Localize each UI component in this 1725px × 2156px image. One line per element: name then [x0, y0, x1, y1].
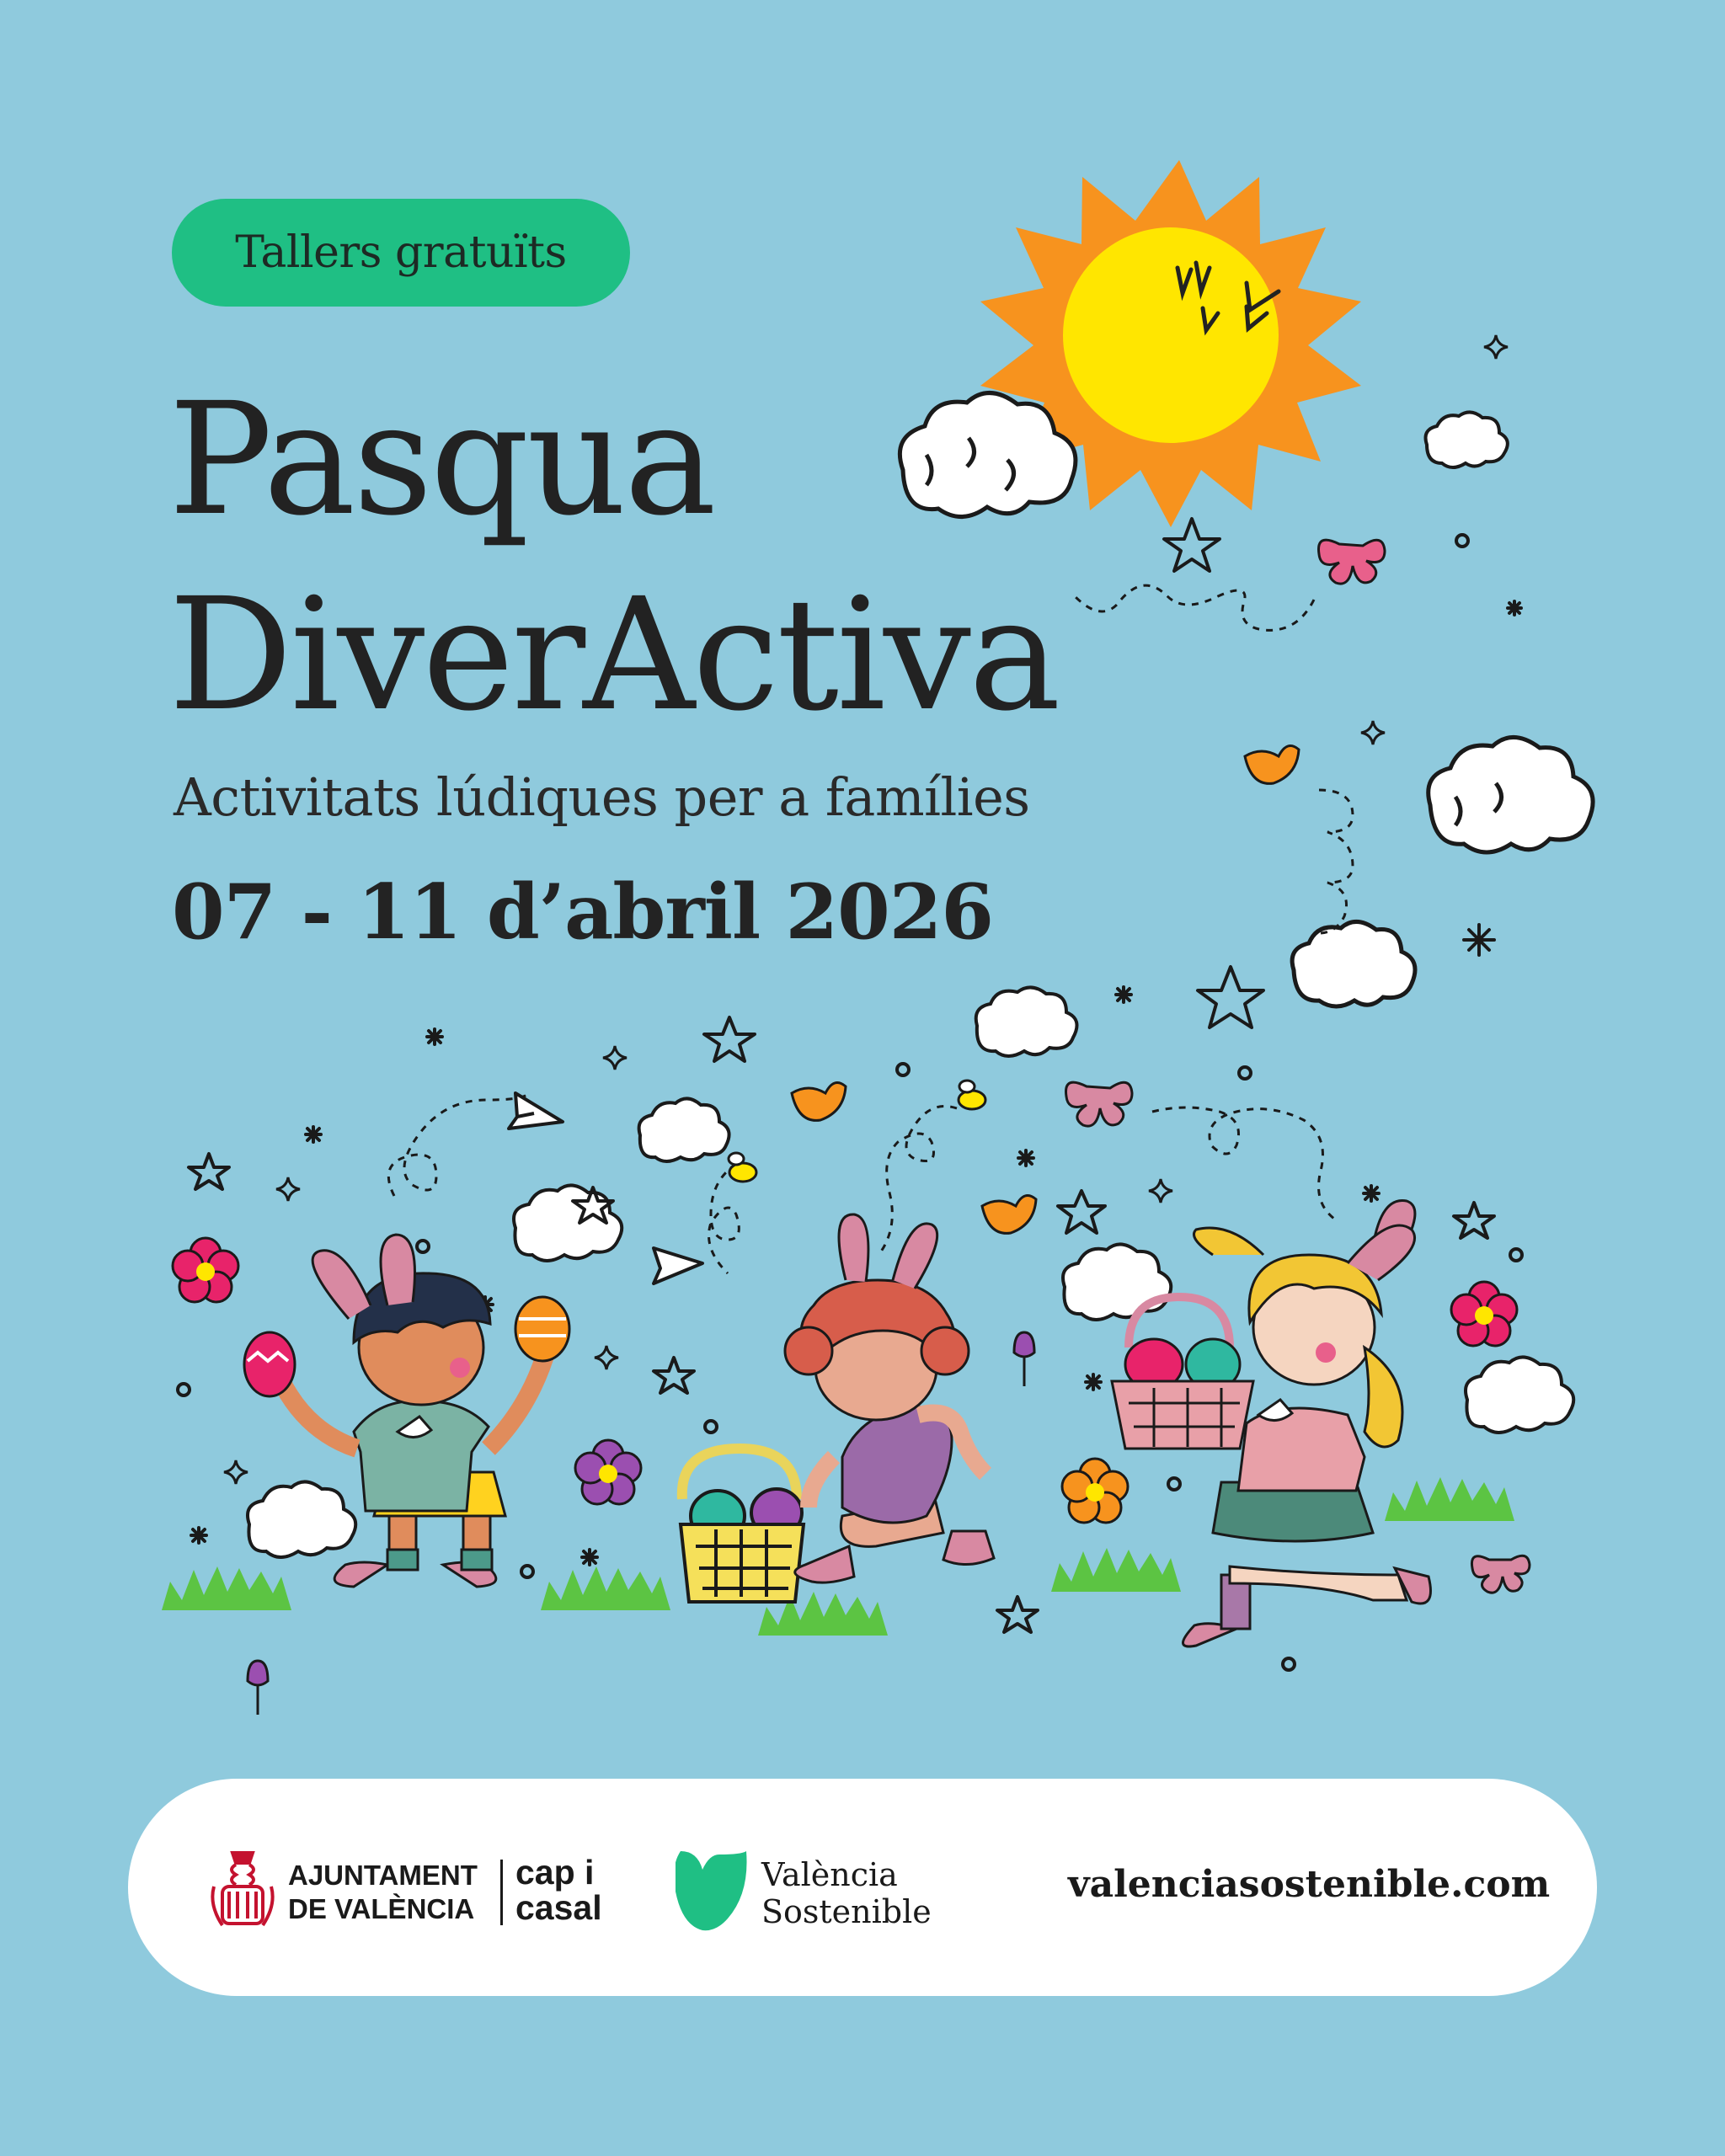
ajuntament-line-1: AJUNTAMENT: [288, 1860, 478, 1891]
cap-i-casal-line-1: cap i: [515, 1853, 595, 1892]
cloud-icon: [1063, 1244, 1171, 1320]
cloud-icon: [1292, 921, 1415, 1006]
cloud-icon: [1429, 737, 1593, 852]
website-link[interactable]: valenciasostenible.com: [1068, 1863, 1551, 1906]
city-shield-icon: [207, 1849, 278, 1934]
bee-icon: [729, 1081, 985, 1182]
cloud-icon: [1466, 1357, 1573, 1433]
cap-i-casal-line-2: casal: [515, 1888, 602, 1927]
subtitle: Activitats lúdiques per a famílies: [174, 766, 1030, 828]
badge-label: Tallers gratuïts: [235, 227, 567, 278]
footer-bar: [128, 1779, 1597, 1996]
logo-divider: [500, 1860, 503, 1925]
cloud-icon: [248, 1481, 355, 1557]
title-line-1: Pasqua: [168, 370, 714, 550]
valencia-sostenible-line-1: València: [761, 1856, 898, 1893]
child-girl-illustration: [785, 1214, 994, 1582]
cloud-icon: [976, 987, 1077, 1056]
valencia-sostenible-line-2: Sostenible: [761, 1893, 932, 1930]
cloud-icon: [1426, 412, 1508, 467]
page-title: [168, 362, 1179, 753]
easter-basket-icon: [681, 1449, 804, 1602]
title-line-2: DiverActiva: [168, 565, 1059, 745]
valencia-sostenible-logo: [676, 1848, 751, 1932]
event-dates: 07 - 11 d’abril 2026: [172, 867, 993, 957]
free-workshops-badge: [172, 199, 630, 307]
ajuntament-line-2: DE VALÈNCIA: [288, 1893, 475, 1924]
cloud-icon: [639, 1098, 729, 1161]
